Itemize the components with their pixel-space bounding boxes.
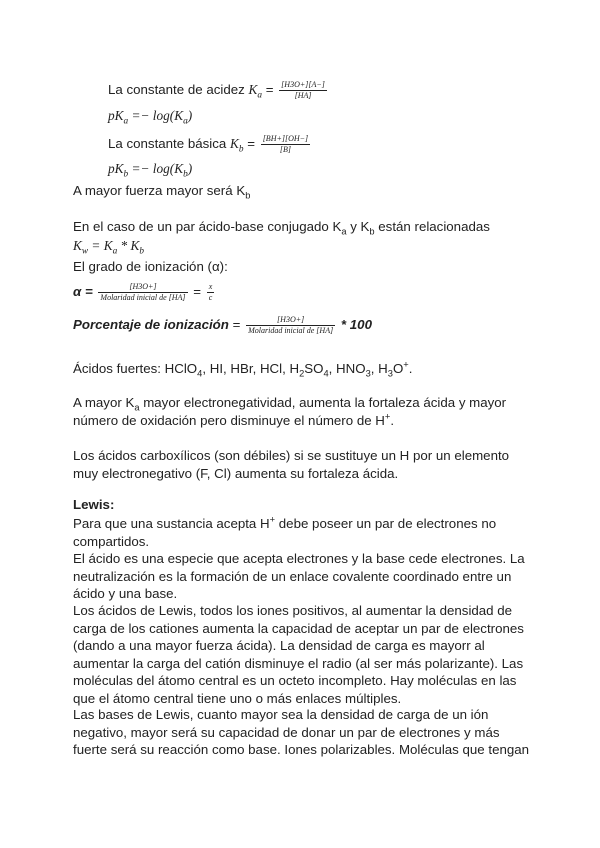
alpha-equation: α = $\frac{[H3O+]}{\text{Molaridad inicial de [HA]}}$ = $\frac{x}{c}$ bbox=[73, 282, 213, 302]
strong-acids-line: Ácidos fuertes: HClO$_4$, HI, HBr, HCl, $H_2SO_4$, $HNO_3$, $H_3O^+$. bbox=[73, 359, 413, 379]
ka-fraction: $\frac{[H3O+][A-]}{[HA]}$ bbox=[281, 80, 325, 100]
ionization-title: El grado de ionización (α): bbox=[73, 259, 228, 274]
pka-equation: $pK_a =- \log(K_a)$ bbox=[108, 108, 193, 127]
ka-definition: La constante de acidez $K_a$ = $\frac{[H3O+][A-]}{[HA]}$ bbox=[108, 80, 325, 101]
kb-label: La constante básica bbox=[108, 136, 227, 152]
strength-line: A mayor fuerza mayor será $K_b$ bbox=[73, 183, 251, 201]
lewis-paragraph-2: El ácido es una especie que acepta electrones y la base cede electrones. La neutralización es la formación de un enlace covalente coordinado entre un ácido y una base. bbox=[73, 551, 525, 601]
kb-fraction: $\frac{[BH+][OH-]}{[B]}$ bbox=[262, 134, 309, 154]
kw-equation: $K_w = K_a * K_b$ bbox=[73, 238, 145, 257]
kb-definition: La constante básica $K_b$ = $\frac{[BH+][OH-]}{[B]}$ bbox=[108, 134, 309, 155]
carboxylic-paragraph: Los ácidos carboxílicos (son débiles) si se sustituye un H por un elemento muy electronegativo (F, Cl) aumenta su fortaleza ácida. bbox=[73, 448, 510, 481]
lewis-paragraph-3: Los ácidos de Lewis, todos los iones positivos, al aumentar la densidad de carga de los cationes aumenta la capacidad de aceptar un par de electrones (dando a una mayor fuerza ácida). La densidad de carga es mayorr al aumentar la carga del catión disminuye el radio (al ser más polarizante). Las moléculas del átomo central es un octeto incompleto. Hay moléculas en las que el átomo central tiene uno o más enlaces múltiples. bbox=[73, 603, 524, 706]
lewis-paragraph-4: Las bases de Lewis, cuanto mayor sea la densidad de carga de un ión negativo, mayor será su capacidad de donar un par de electrones y más fuerte será su reacción como base. Iones polarizables. Moléculas que tengan bbox=[73, 707, 530, 757]
lewis-paragraph-1: Para que una sustancia acepta H+ debe poseer un par de electrones no compartidos. bbox=[73, 514, 497, 549]
percent-ionization-equation: Porcentaje de ionización = $\frac{[H3O+]}{\text{Molaridad inicial de [HA]}}$ * 100 bbox=[73, 315, 372, 335]
electronegativity-paragraph: A mayor $K_a$ mayor electronegatividad, aumenta la fortaleza ácida y mayor número de oxidación pero disminuye el número de H+. bbox=[73, 395, 507, 428]
pkb-equation: $pK_b =- \log(K_b)$ bbox=[108, 161, 193, 180]
conjugate-line: En el caso de un par ácido-base conjugado $K_a$ y $K_b$ están relacionadas bbox=[73, 219, 490, 237]
lewis-heading: Lewis: bbox=[73, 497, 115, 512]
ka-label: La constante de acidez bbox=[108, 82, 245, 98]
